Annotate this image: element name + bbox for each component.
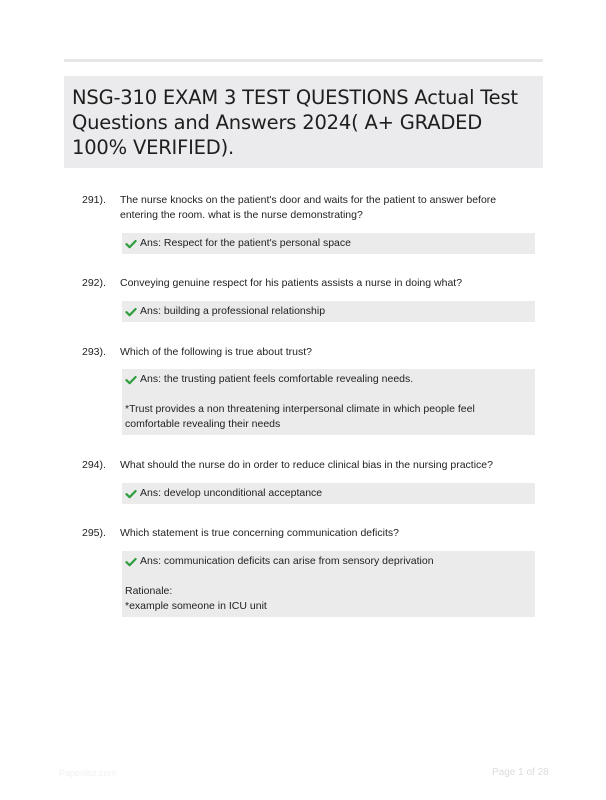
answer-text: Ans: communication deficits can arise from sensory deprivation	[140, 555, 434, 567]
check-icon	[125, 238, 137, 250]
answer-box	[122, 301, 535, 322]
header-divider	[64, 59, 543, 62]
rationale-label: Rationale:	[125, 585, 173, 597]
check-icon	[125, 374, 137, 386]
question-number: 294).	[82, 459, 106, 471]
question-text: What should the nurse do in order to reduce clinical bias in the nursing practice?	[120, 459, 493, 471]
answer-text: Ans: the trusting patient feels comfortable revealing needs.	[140, 373, 414, 385]
question-number: 292).	[82, 277, 106, 289]
answer-text: Ans: building a professional relationship	[140, 305, 326, 317]
check-icon	[125, 306, 137, 318]
question-number: 291).	[82, 194, 106, 206]
page-number: Page 1 of 28	[492, 767, 549, 778]
answer-note: *Trust provides a non threatening interpersonal climate in which people feel comfortable revealing their needs	[125, 403, 475, 430]
rationale-text: *example someone in ICU unit	[125, 600, 267, 612]
check-icon	[125, 488, 137, 500]
document-title: NSG-310 EXAM 3 TEST QUESTIONS Actual Test Questions and Answers 2024( A+ GRADED 100% VERIFIED).	[72, 86, 518, 159]
answer-text: Ans: develop unconditional acceptance	[140, 487, 323, 499]
question-text: Which of the following is true about trust?	[120, 346, 313, 358]
answer-box	[122, 551, 535, 617]
question-text: The nurse knocks on the patient's door and waits for the patient to answer before entering the room. what is the nurse demonstrating?	[120, 194, 497, 221]
answer-box	[122, 483, 535, 504]
question-text: Which statement is true concerning communication deficits?	[120, 527, 399, 539]
question-number: 295).	[82, 527, 106, 539]
question-number: 293).	[82, 346, 106, 358]
title-banner	[64, 76, 543, 168]
answer-text: Ans: Respect for the patient's personal space	[140, 237, 351, 249]
question-text: Conveying genuine respect for his patients assists a nurse in doing what?	[120, 277, 463, 289]
footer-watermark: Paperlibz.com	[59, 768, 117, 778]
answer-box	[122, 369, 535, 435]
check-icon	[125, 556, 137, 568]
answer-box	[122, 233, 535, 254]
